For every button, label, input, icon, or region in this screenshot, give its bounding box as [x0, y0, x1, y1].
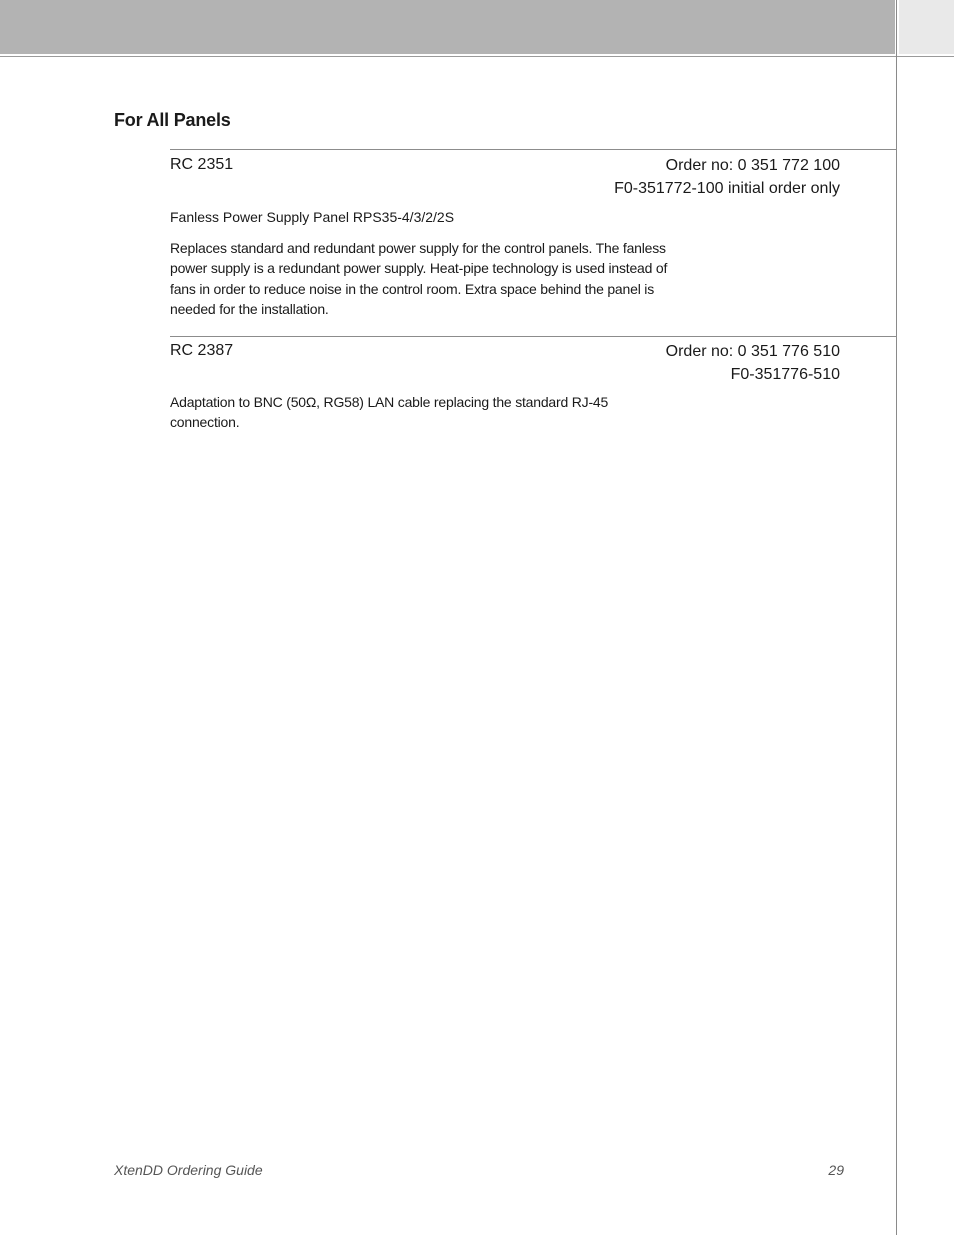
- product-divider: [170, 336, 897, 337]
- product-description: Replaces standard and redundant power supply for the control panels. The fanless power supply is a redundant power supply. Heat-pipe technology is used instead of fans in order to reduce noise in the control room. Extra space behind the panel is needed for the installation.: [170, 240, 668, 318]
- product-description: Adaptation to BNC (50Ω, RG58) LAN cable replacing the standard RJ-45 connection.: [170, 394, 609, 431]
- header-bar: [0, 0, 895, 54]
- product-subtitle: Fanless Power Supply Panel RPS35-4/3/2/2S: [170, 209, 455, 225]
- footer-page-number: 29: [828, 1162, 844, 1178]
- order-number: Order no: 0 351 772 100: [665, 157, 840, 174]
- product-divider: [170, 149, 897, 150]
- order-number-alt: F0-351772-100 initial order only: [614, 180, 840, 197]
- margin-rule: [896, 0, 897, 1235]
- product-code: RC 2351: [170, 156, 234, 173]
- order-number-block: [614, 154, 840, 200]
- order-number-alt: F0-351776-510: [730, 366, 840, 383]
- order-number-block: [666, 340, 840, 386]
- section-title: For All Panels: [114, 110, 231, 130]
- header-rule: [0, 56, 954, 57]
- footer-guide-title: XtenDD Ordering Guide: [114, 1162, 263, 1178]
- header-side-tab: [899, 0, 954, 54]
- product-code: RC 2387: [170, 342, 234, 359]
- order-number: Order no: 0 351 776 510: [665, 343, 840, 360]
